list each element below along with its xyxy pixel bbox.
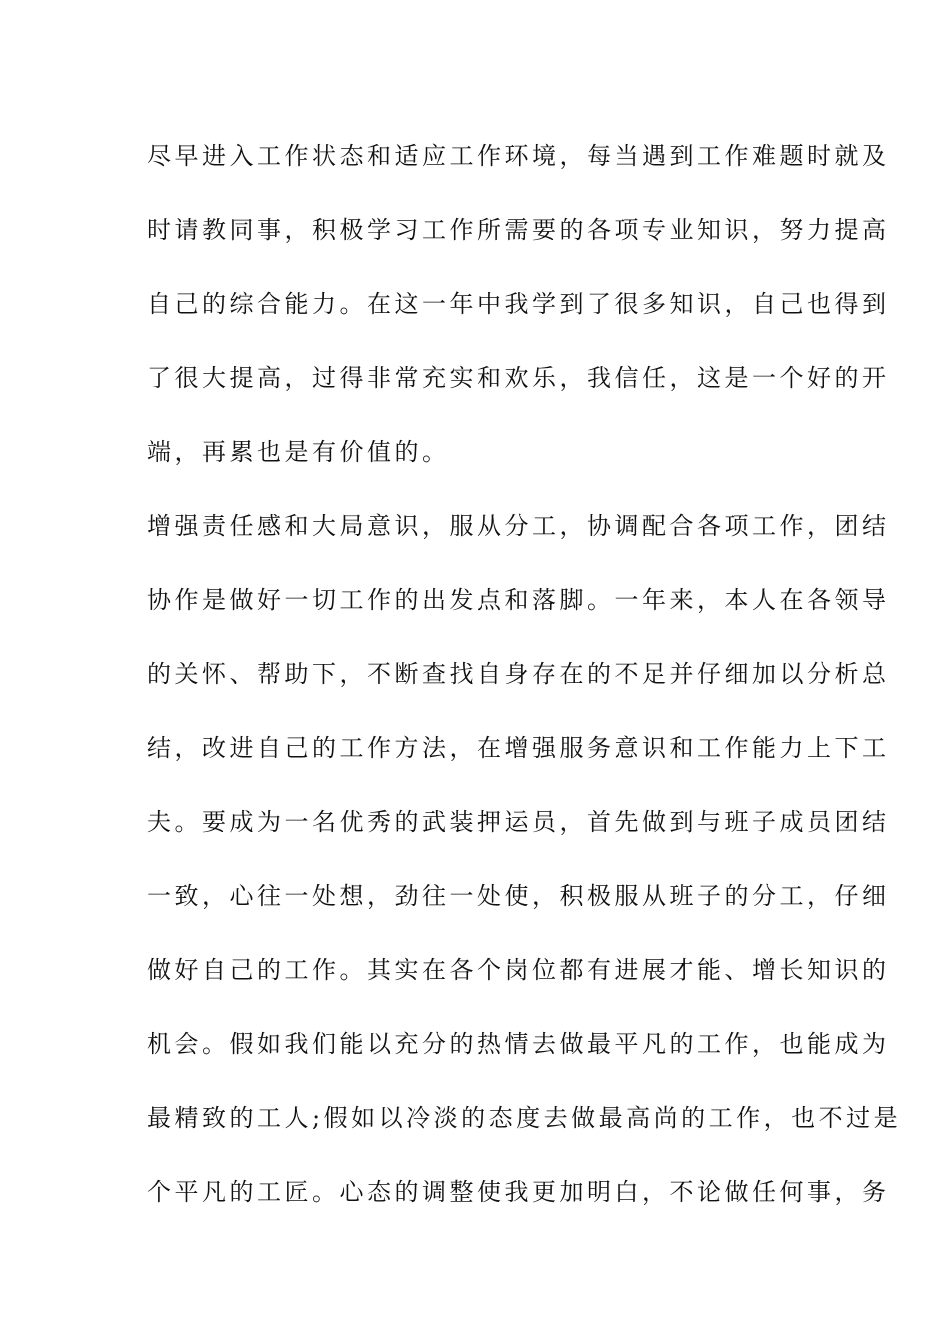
- text-line-5: 端，再累也是有价值的。: [147, 438, 450, 466]
- text-line-8: 的关怀、帮助下，不断查找自身存在的不足并仔细加以分析总: [147, 660, 890, 688]
- text-line-13: 机会。假如我们能以充分的热情去做最平凡的工作，也能成为: [147, 1030, 890, 1058]
- text-line-7: 协作是做好一切工作的出发点和落脚。一年来，本人在各领导: [147, 586, 890, 614]
- text-line-10: 夫。要成为一名优秀的武装押运员，首先做到与班子成员团结: [147, 808, 890, 836]
- text-line-6: 增强责任感和大局意识，服从分工，协调配合各项工作，团结: [147, 512, 890, 540]
- text-line-14: 最精致的工人;假如以冷淡的态度去做最高尚的工作，也不过是: [147, 1104, 902, 1132]
- text-line-4: 了很大提高，过得非常充实和欢乐，我信任，这是一个好的开: [147, 364, 890, 392]
- text-line-3: 自己的综合能力。在这一年中我学到了很多知识，自己也得到: [147, 290, 890, 318]
- text-line-2: 时请教同事，积极学习工作所需要的各项专业知识，努力提高: [147, 216, 890, 244]
- text-line-11: 一致，心往一处想，劲往一处使，积极服从班子的分工，仔细: [147, 882, 890, 910]
- text-line-9: 结，改进自己的工作方法，在增强服务意识和工作能力上下工: [147, 734, 890, 762]
- text-line-1: 尽早进入工作状态和适应工作环境，每当遇到工作难题时就及: [147, 142, 890, 170]
- document-body: [147, 134, 902, 1244]
- text-line-15: 个平凡的工匠。心态的调整使我更加明白，不论做任何事，务: [147, 1178, 890, 1206]
- text-line-12: 做好自己的工作。其实在各个岗位都有进展才能、增长知识的: [147, 956, 890, 984]
